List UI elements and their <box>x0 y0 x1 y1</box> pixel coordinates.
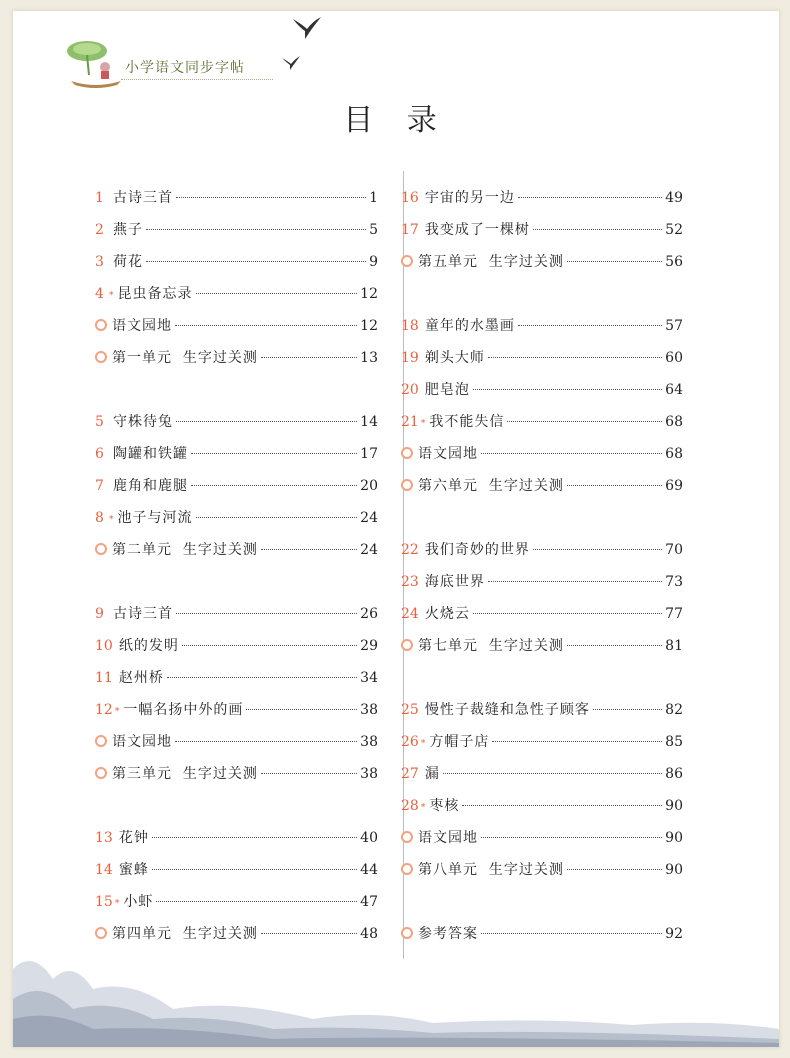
entry-title: 剃头大师 <box>424 350 485 366</box>
entry-title: 肥皂泡 <box>424 382 470 398</box>
page-number: 47 <box>360 894 378 910</box>
entry-title: 荷花 <box>113 254 143 270</box>
entry-title: 古诗三首 <box>113 190 173 206</box>
lesson-number: 13 <box>95 830 113 846</box>
dot-leader <box>152 837 357 838</box>
page-number: 90 <box>665 798 683 814</box>
page-number: 9 <box>369 254 378 270</box>
page-number: 12 <box>360 318 378 334</box>
entry-title: 第七单元 生字过关测 <box>418 638 564 654</box>
entry-title: 燕子 <box>113 222 143 238</box>
dot-leader <box>261 357 357 358</box>
dot-leader <box>492 741 662 742</box>
lesson-number: 25 <box>401 702 419 718</box>
lesson-number: 12 <box>95 702 113 718</box>
entry-title: 第六单元 生字过关测 <box>418 478 564 494</box>
circle-bullet-icon <box>401 479 413 491</box>
toc-entry[interactable] <box>95 539 378 563</box>
lesson-number: 14 <box>95 862 113 878</box>
lesson-number: 23 <box>401 574 419 590</box>
toc-entry[interactable] <box>95 699 378 723</box>
page-number: 38 <box>360 766 378 782</box>
page-number: 24 <box>360 542 378 558</box>
lesson-number: 17 <box>401 222 419 238</box>
page-number: 34 <box>360 670 378 686</box>
entry-title: 我变成了一棵树 <box>424 222 530 238</box>
lesson-number: 16 <box>401 190 419 206</box>
dot-leader <box>481 453 662 454</box>
page-number: 85 <box>665 734 683 750</box>
page-number: 14 <box>360 414 378 430</box>
entry-title: 第一单元 生字过关测 <box>112 350 258 366</box>
circle-bullet-icon <box>401 447 413 459</box>
toc-entry[interactable] <box>95 251 378 275</box>
toc-entry[interactable] <box>401 827 683 851</box>
dot-leader <box>196 293 358 294</box>
lesson-number: 28 <box>401 798 419 814</box>
optional-lesson-star: * <box>109 515 114 525</box>
swallow-icon <box>281 55 301 71</box>
toc-entry[interactable] <box>401 635 683 659</box>
dot-leader <box>518 197 662 198</box>
page-number: 86 <box>665 766 683 782</box>
toc-entry[interactable] <box>401 763 683 787</box>
dot-leader <box>488 357 662 358</box>
circle-bullet-icon <box>95 543 107 555</box>
page-number: 12 <box>360 286 378 302</box>
page-number: 60 <box>665 350 683 366</box>
toc-entry[interactable] <box>401 219 683 243</box>
entry-title: 方帽子店 <box>429 734 490 750</box>
page-number: 73 <box>665 574 683 590</box>
entry-title: 纸的发明 <box>118 638 179 654</box>
toc-entry[interactable] <box>95 315 378 339</box>
toc-entry[interactable] <box>95 603 378 627</box>
lesson-number: 2 <box>95 222 104 238</box>
lesson-number: 7 <box>95 478 104 494</box>
circle-bullet-icon <box>95 351 107 363</box>
dot-leader <box>481 837 662 838</box>
toc-entry[interactable] <box>401 411 683 435</box>
optional-lesson-star: * <box>420 419 426 429</box>
dot-leader <box>473 389 662 390</box>
lesson-number: 3 <box>95 254 104 270</box>
lesson-number: 22 <box>401 542 419 558</box>
toc-entry[interactable] <box>401 251 683 275</box>
lesson-number: 6 <box>95 446 104 462</box>
entry-title: 赵州桥 <box>118 670 164 686</box>
page-number: 90 <box>665 862 683 878</box>
toc-entry[interactable] <box>95 507 378 531</box>
lesson-number: 20 <box>401 382 419 398</box>
header-title: 小学语文同步字帖 <box>125 60 245 76</box>
page-number: 82 <box>665 702 683 718</box>
toc-entry[interactable] <box>401 347 683 371</box>
lesson-number: 21 <box>401 414 419 430</box>
dot-leader <box>156 901 357 902</box>
toc-entry[interactable] <box>95 731 378 755</box>
page-number: 69 <box>665 478 683 494</box>
toc-entry[interactable] <box>95 283 378 307</box>
toc-entry[interactable] <box>95 187 378 211</box>
page-number: 24 <box>360 510 378 526</box>
dot-leader <box>593 709 662 710</box>
page-number: 77 <box>665 606 683 622</box>
toc-entry[interactable] <box>401 571 683 595</box>
page-number: 38 <box>360 702 378 718</box>
dot-leader <box>175 325 357 326</box>
dot-leader <box>167 677 357 678</box>
toc-entry[interactable] <box>401 731 683 755</box>
entry-title: 语文园地 <box>418 830 478 846</box>
dot-leader <box>261 773 357 774</box>
page-number: 70 <box>665 542 683 558</box>
lesson-number: 27 <box>401 766 419 782</box>
toc-entry[interactable] <box>95 475 378 499</box>
entry-title: 守株待兔 <box>113 414 173 430</box>
dot-leader <box>533 549 662 550</box>
toc-entry[interactable] <box>401 795 683 819</box>
entry-title: 第五单元 生字过关测 <box>418 254 564 270</box>
toc-entry[interactable] <box>401 699 683 723</box>
dot-leader <box>261 549 357 550</box>
lesson-number: 24 <box>401 606 419 622</box>
entry-title: 花钟 <box>118 830 149 846</box>
lesson-number: 10 <box>95 638 113 654</box>
entry-title: 第八单元 生字过关测 <box>418 862 564 878</box>
dot-leader <box>507 421 662 422</box>
page-number: 64 <box>665 382 683 398</box>
dot-leader <box>473 613 662 614</box>
entry-title: 第二单元 生字过关测 <box>112 542 258 558</box>
toc-entry[interactable] <box>95 635 378 659</box>
page-number: 17 <box>360 446 378 462</box>
page-number: 90 <box>665 830 683 846</box>
dot-leader <box>182 645 357 646</box>
page-number: 81 <box>665 638 683 654</box>
dot-leader <box>518 325 662 326</box>
page-number: 57 <box>665 318 683 334</box>
optional-lesson-star: * <box>420 739 426 749</box>
toc-entry[interactable] <box>95 859 378 883</box>
dot-leader <box>176 613 357 614</box>
entry-title: 参考答案 <box>418 926 478 942</box>
page <box>12 10 780 1048</box>
page-number: 92 <box>665 926 683 942</box>
circle-bullet-icon <box>95 735 107 747</box>
entry-title: 第四单元 生字过关测 <box>112 926 258 942</box>
toc-entry[interactable] <box>401 603 683 627</box>
lesson-number: 8 <box>95 510 104 526</box>
toc-entry[interactable] <box>401 379 683 403</box>
circle-bullet-icon <box>401 639 413 651</box>
lesson-number: 15 <box>95 894 113 910</box>
dot-leader <box>176 421 357 422</box>
entry-title: 古诗三首 <box>113 606 173 622</box>
dot-leader <box>567 261 662 262</box>
page-number: 52 <box>665 222 683 238</box>
lesson-number: 4 <box>95 286 104 302</box>
dot-leader <box>146 261 366 262</box>
toc-entry[interactable] <box>95 347 378 371</box>
entry-title: 童年的水墨画 <box>424 318 515 334</box>
entry-title: 池子与河流 <box>117 510 193 526</box>
toc-entry[interactable] <box>95 827 378 851</box>
page-number: 29 <box>360 638 378 654</box>
entry-title: 第三单元 生字过关测 <box>112 766 258 782</box>
dot-leader <box>567 645 662 646</box>
lesson-number: 18 <box>401 318 419 334</box>
page-number: 68 <box>665 414 683 430</box>
page-number: 44 <box>360 862 378 878</box>
page-number: 68 <box>665 446 683 462</box>
page-number: 49 <box>665 190 683 206</box>
dot-leader <box>443 773 662 774</box>
optional-lesson-star: * <box>114 707 120 717</box>
entry-title: 枣核 <box>429 798 460 814</box>
toc-entry[interactable] <box>95 891 378 915</box>
dot-leader <box>533 229 662 230</box>
entry-title: 一幅名扬中外的画 <box>123 702 244 718</box>
toc-entry[interactable] <box>401 859 683 883</box>
lotus-boat-logo-icon <box>65 29 125 91</box>
page-title: 目 录 <box>343 103 449 138</box>
entry-title: 火烧云 <box>424 606 470 622</box>
circle-bullet-icon <box>401 255 413 267</box>
entry-title: 昆虫备忘录 <box>117 286 193 302</box>
dot-leader <box>191 453 357 454</box>
lesson-number: 1 <box>95 190 104 206</box>
lesson-number: 26 <box>401 734 419 750</box>
entry-title: 海底世界 <box>424 574 485 590</box>
page-number: 20 <box>360 478 378 494</box>
circle-bullet-icon <box>95 319 107 331</box>
dot-leader <box>567 869 662 870</box>
entry-title: 宇宙的另一边 <box>424 190 515 206</box>
entry-title: 语文园地 <box>112 734 172 750</box>
circle-bullet-icon <box>95 767 107 779</box>
toc-entry[interactable] <box>95 411 378 435</box>
optional-lesson-star: * <box>420 803 426 813</box>
swallow-icon <box>291 15 323 41</box>
page-number: 48 <box>360 926 378 942</box>
dot-leader <box>462 805 662 806</box>
header-rule <box>121 79 273 80</box>
page-number: 56 <box>665 254 683 270</box>
entry-title: 我不能失信 <box>429 414 505 430</box>
toc-entry[interactable] <box>95 443 378 467</box>
entry-title: 语文园地 <box>418 446 478 462</box>
lesson-number: 5 <box>95 414 104 430</box>
dot-leader <box>196 517 358 518</box>
dot-leader <box>191 485 357 486</box>
optional-lesson-star: * <box>109 291 114 301</box>
entry-title: 鹿角和鹿腿 <box>113 478 188 494</box>
lesson-number: 11 <box>95 670 113 686</box>
optional-lesson-star: * <box>114 899 120 909</box>
page-number: 26 <box>360 606 378 622</box>
entry-title: 慢性子裁缝和急性子顾客 <box>424 702 590 718</box>
dot-leader <box>488 581 662 582</box>
entry-title: 陶罐和铁罐 <box>113 446 188 462</box>
entry-title: 蜜蜂 <box>118 862 149 878</box>
dot-leader <box>146 229 366 230</box>
page-number: 5 <box>369 222 378 238</box>
page-number: 40 <box>360 830 378 846</box>
circle-bullet-icon <box>401 863 413 875</box>
dot-leader <box>175 741 357 742</box>
entry-title: 语文园地 <box>112 318 172 334</box>
dot-leader <box>246 709 357 710</box>
page-number: 13 <box>360 350 378 366</box>
page-number: 38 <box>360 734 378 750</box>
entry-title: 漏 <box>424 766 440 782</box>
toc-entry[interactable] <box>95 667 378 691</box>
toc-entry[interactable] <box>401 539 683 563</box>
toc-entry[interactable] <box>401 187 683 211</box>
lesson-number: 19 <box>401 350 419 366</box>
toc-entry[interactable] <box>401 475 683 499</box>
lesson-number: 9 <box>95 606 104 622</box>
page-number: 1 <box>369 190 378 206</box>
circle-bullet-icon <box>401 831 413 843</box>
dot-leader <box>176 197 366 198</box>
entry-title: 我们奇妙的世界 <box>424 542 530 558</box>
toc-entry[interactable] <box>95 219 378 243</box>
entry-title: 小虾 <box>123 894 154 910</box>
toc-entry[interactable] <box>401 443 683 467</box>
toc-entry[interactable] <box>95 763 378 787</box>
toc-entry[interactable] <box>401 315 683 339</box>
ink-mountains-illustration <box>13 929 779 1047</box>
dot-leader <box>152 869 357 870</box>
dot-leader <box>567 485 662 486</box>
